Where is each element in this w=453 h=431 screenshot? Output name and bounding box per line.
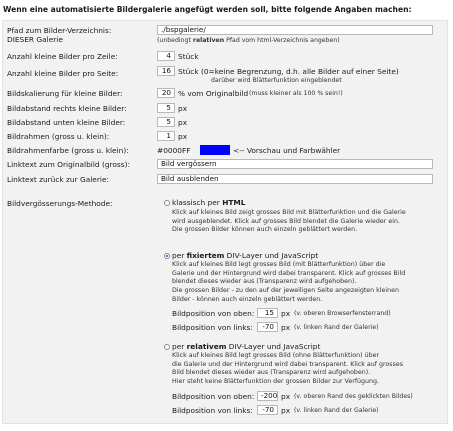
relative-left-unit: px: [281, 406, 291, 415]
link-back-label: Linktext zurück zur Galerie:: [7, 175, 109, 184]
fixed-left-label: Bildposition von links:: [172, 323, 253, 332]
gap-bottom-label: Bildabstand unten kleine Bilder:: [7, 118, 126, 127]
fixed-top-input[interactable]: 15: [257, 308, 278, 318]
gap-right-unit: px: [178, 104, 188, 113]
scale-hint: (muss kleiner als 100 % sein!): [249, 90, 343, 97]
frame-label: Bildrahmen (gross u. klein):: [7, 132, 110, 141]
method-html-radio[interactable]: [164, 200, 170, 206]
per-page-input[interactable]: 16: [157, 66, 175, 76]
link-back-input[interactable]: Bild ausblenden: [157, 174, 433, 184]
method-fixed-bold: fixiertem: [186, 251, 225, 260]
method-label: Bildvergösserungs-Methode:: [7, 199, 113, 208]
relative-left-hint: (v. linken Rand der Galerie): [294, 407, 379, 414]
desc-line: Hier steht keine Blätterfunktion der grossen Bilder zur Verfügung.: [172, 378, 380, 386]
fixed-top-unit: px: [281, 309, 291, 318]
method-relative-description: [172, 352, 403, 387]
desc-line: Bilder - können auch einzeln geblättert werden.: [172, 295, 323, 303]
frame-color-label: Bildrahmenfarbe (gross u. klein):: [7, 146, 129, 155]
frame-input[interactable]: 1: [157, 131, 175, 141]
gap-right-input[interactable]: 5: [157, 103, 175, 113]
color-preview-swatch[interactable]: [200, 145, 230, 155]
fixed-left-input[interactable]: -70: [257, 322, 278, 332]
method-fixed-title: [172, 251, 318, 260]
relative-left-label: Bildposition von links:: [172, 406, 253, 415]
method-relative-bold: relativem: [186, 342, 227, 351]
path-label: Pfad zum Bilder-Verzeichnis:: [7, 26, 112, 35]
per-row-unit: Stück: [178, 52, 199, 61]
path-hint-bold: relativen: [192, 37, 225, 44]
method-relative-title: [172, 342, 320, 351]
method-relative-prefix: per: [172, 342, 187, 351]
per-row-label: Anzahl kleine Bilder pro Zeile:: [7, 52, 118, 61]
desc-line: Die grossen Bilder - zu den auf der jeweiligen Seite angezeigten kleinen: [172, 287, 400, 295]
method-html-description: [172, 209, 406, 235]
desc-line: die Galerie und der Hintergrund wird dabei transparent. Klick auf grosses: [172, 360, 404, 368]
fixed-left-hint: (v. linken Rand der Galerie): [294, 324, 379, 331]
desc-line: Klick auf kleines Bild zeigt grosses Bild mit Blätterfunktion und die Galerie: [172, 209, 406, 216]
per-page-label: Anzahl kleine Bilder pro Seite:: [7, 69, 119, 78]
gap-bottom-input[interactable]: 5: [157, 117, 175, 127]
desc-line: blendet dieses wieder aus (Transparenz wird aufgehoben).: [172, 278, 357, 286]
method-fixed-description: [172, 261, 405, 305]
per-page-unit: Stück (0=keine Begrenzung, d.h. alle Bilder auf einer Seite): [178, 67, 399, 76]
method-html-prefix: klassisch per: [172, 198, 223, 207]
method-fixed-prefix: per: [172, 251, 187, 260]
fixed-left-unit: px: [281, 323, 291, 332]
relative-top-label: Bildposition von oben:: [172, 392, 255, 401]
fixed-top-hint: (v. oberen Browserfensterrand): [294, 310, 391, 317]
method-html-bold: HTML: [222, 198, 246, 207]
desc-line: Bild blendet dieses wieder aus (Transparenz wird aufgehoben).: [172, 369, 371, 377]
relative-left-input[interactable]: -70: [257, 405, 278, 415]
frame-color-input[interactable]: #0000FF: [157, 146, 191, 155]
desc-line: wird ausgeblendet. Klick auf grosses Bild blendet die Galerie wieder ein.: [172, 217, 400, 225]
method-relative-radio[interactable]: [164, 344, 170, 350]
method-html-title: [172, 198, 246, 207]
scale-unit: % vom Originalbild: [178, 89, 249, 98]
gap-right-label: Bildabstand rechts kleine Bilder:: [7, 104, 127, 113]
method-fixed-suffix: DIV-Layer und JavaScript: [224, 251, 319, 260]
relative-top-input[interactable]: -200: [257, 391, 278, 401]
desc-line: Galerie und der Hintergrund wird dabei transparent. Klick auf grosses Bild: [172, 269, 406, 277]
desc-line: Klick auf kleines Bild legt grosses Bild (mit Blätterfunktion) über die: [172, 261, 386, 268]
scale-input[interactable]: 20: [157, 88, 175, 98]
desc-line: Klick auf kleines Bild legt grosses Bild (ohne Blätterfunktion) über: [172, 352, 380, 359]
color-picker-hint: <-- Vorschau und Farbwähler: [233, 146, 341, 155]
frame-unit: px: [178, 132, 188, 141]
form-heading: Wenn eine automatisierte Bildergalerie angefügt werden soll, bitte folgende Angaben machen:: [3, 5, 412, 14]
fixed-top-label: Bildposition von oben:: [172, 309, 255, 318]
path-hint-suffix: Pfad vom html-Verzeichnis angeben): [224, 37, 340, 44]
desc-line: Die grossen Bilder können auch einzeln geblättert werden.: [172, 226, 358, 234]
link-original-input[interactable]: Bild vergössern: [157, 159, 433, 169]
per-row-input[interactable]: 4: [157, 51, 175, 61]
scale-label: Bildskalierung für kleine Bilder:: [7, 89, 123, 98]
per-page-hint: darüber wird Blätterfunktion eingeblendet: [211, 77, 342, 84]
path-input[interactable]: ./bspgalerie/: [157, 25, 433, 35]
path-label-gallery: DIESER Galerie: [7, 35, 63, 44]
method-fixed-radio[interactable]: [164, 253, 170, 259]
link-original-label: Linktext zum Originalbild (gross):: [7, 160, 130, 169]
gap-bottom-unit: px: [178, 118, 188, 127]
path-hint-prefix: (unbedingt: [157, 37, 193, 44]
relative-top-hint: (v. oberen Rand des geklickten Bildes): [294, 393, 413, 400]
relative-top-unit: px: [281, 392, 291, 401]
method-relative-suffix: DIV-Layer und JavaScript: [226, 342, 321, 351]
path-hint: [157, 37, 340, 44]
